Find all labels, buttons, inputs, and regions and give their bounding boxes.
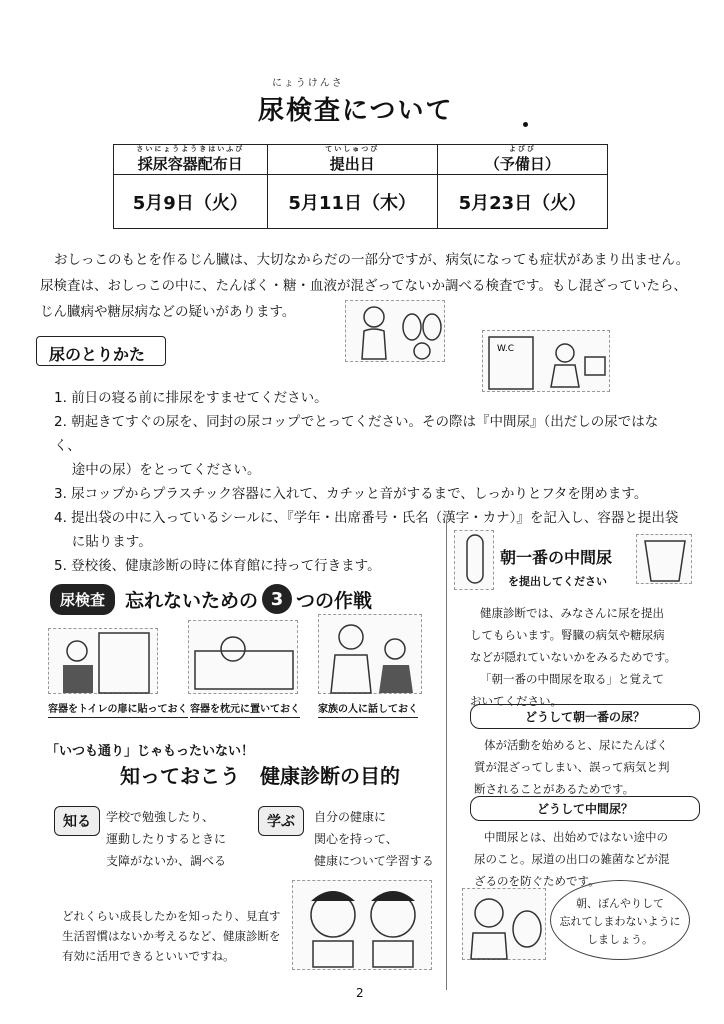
- tip-caption: 容器を枕元に置いておく: [190, 700, 300, 718]
- schedule-header-reserve: よびび （予備日）: [437, 145, 607, 175]
- banner-tag: 尿検査: [50, 584, 115, 615]
- side-subtitle: を提出してください: [508, 575, 607, 588]
- answer-midstream: 中間尿とは、出始めではない途中の 尿のこと。尿道の出口の雑菌などが混 ざるのを防ぐためです。: [474, 830, 670, 888]
- question-midstream: どうして中間尿？: [470, 796, 700, 821]
- step-item: 5. 登校後、健康診断の時に体育館に持って行きます。: [54, 558, 381, 574]
- toilet-illustration: [482, 330, 610, 392]
- stray-dot: [523, 122, 528, 127]
- tip-caption: 容器をトイレの扉に貼っておく: [48, 700, 188, 718]
- number-three-badge: 3: [262, 584, 292, 614]
- student-cup-illustration: [462, 888, 546, 960]
- test-tube-illustration: [454, 530, 494, 590]
- know-tag: 知る: [54, 806, 100, 836]
- question-morning: どうして朝一番の尿？: [470, 704, 700, 729]
- step-item: に貼ります。: [54, 534, 152, 550]
- schedule-header-submission: ていしゅつび 提出日: [267, 145, 437, 175]
- strategy-banner: [50, 582, 430, 616]
- answer-morning: 体が活動を始めると、尿にたんぱく 質が混ざってしまい、誤って病気と判 断されることがあるためです。: [474, 738, 670, 796]
- step-item: 1. 前日の寝る前に排尿をすませてください。: [54, 390, 328, 406]
- purpose-title: 知っておこう 健康診断の目的: [120, 764, 400, 788]
- family-illustration: [318, 614, 422, 694]
- schedule-date-reserve: 5月23日（火）: [437, 175, 607, 229]
- learn-tag: 学ぶ: [258, 806, 304, 836]
- page-title: 尿検査について: [258, 96, 454, 126]
- step-item: 2. 朝起きてすぐの尿を、同封の尿コップでとってください。その際は『中間尿』（出だしの尿ではなく、: [54, 414, 659, 454]
- intro-line: じん臓病や糖尿病などの疑いがあります。: [40, 304, 296, 320]
- banner-text: 忘れないための 3 つの作戦: [125, 584, 372, 614]
- tip-caption: 家族の人に話しておく: [318, 700, 418, 718]
- purpose-footer: どれくらい成長したかを知ったり、見直す 生活習慣はないか考えるなど、健康診断を 有効に活用できるといいですね。: [62, 909, 281, 963]
- schedule-table: [113, 144, 608, 229]
- page-number: 2: [356, 986, 364, 1000]
- how-to-heading: 尿のとりかた: [36, 336, 166, 366]
- cup-illustration: [636, 534, 692, 584]
- intro-line: おしっこのもとを作るじん臓は、大切なからだの一部分ですが、病気になっても症状があまり出ません。: [54, 252, 690, 268]
- kidney-illustration: [345, 300, 445, 362]
- title-ruby: にょうけんさ: [272, 78, 344, 89]
- students-illustration: [292, 880, 432, 970]
- side-body: 健康診断では、みなさんに尿を提出 してもらいます。腎臓の病気や糖尿病 などが隠れていないかをみるためです。 「朝一番の中間尿を取る」と覚えて おいてください。: [470, 606, 677, 708]
- step-item: 4. 提出袋の中に入っているシールに、『学年・出席番号・氏名（漢字・カナ）』を記入し、容器と提出袋: [54, 510, 679, 526]
- step-item: 途中の尿）をとってください。: [54, 462, 261, 478]
- side-title: 朝一番の中間尿: [500, 548, 613, 567]
- door-illustration: [48, 628, 158, 694]
- schedule-header-distribution: さいにょうようきはいふび 採尿容器配布日: [114, 145, 268, 175]
- know-text: 学校で勉強したり、 運動したりするときに 支障がないか、調べる: [106, 810, 227, 868]
- svg-text:W.C: W.C: [497, 344, 515, 354]
- schedule-date-submission: 5月11日（木）: [267, 175, 437, 229]
- bed-illustration: [188, 620, 298, 694]
- schedule-date-distribution: 5月9日（火）: [114, 175, 268, 229]
- intro-line: 尿検査は、おしっこの中に、たんぱく・糖・血液が混ざってないか調べる検査です。もし混ざっていたら、: [40, 278, 687, 294]
- learn-text: 自分の健康に 関心を持って、 健康について学習する: [314, 810, 434, 868]
- step-item: 3. 尿コップからプラスチック容器に入れて、カチッと音がするまで、しっかりとフタを閉めます。: [54, 486, 648, 502]
- purpose-tagline: 「いつも通り」じゃもったいない！: [46, 744, 255, 759]
- reminder-bubble: 朝、ぼんやりして 忘れてしまわないように しましょう。: [550, 880, 690, 960]
